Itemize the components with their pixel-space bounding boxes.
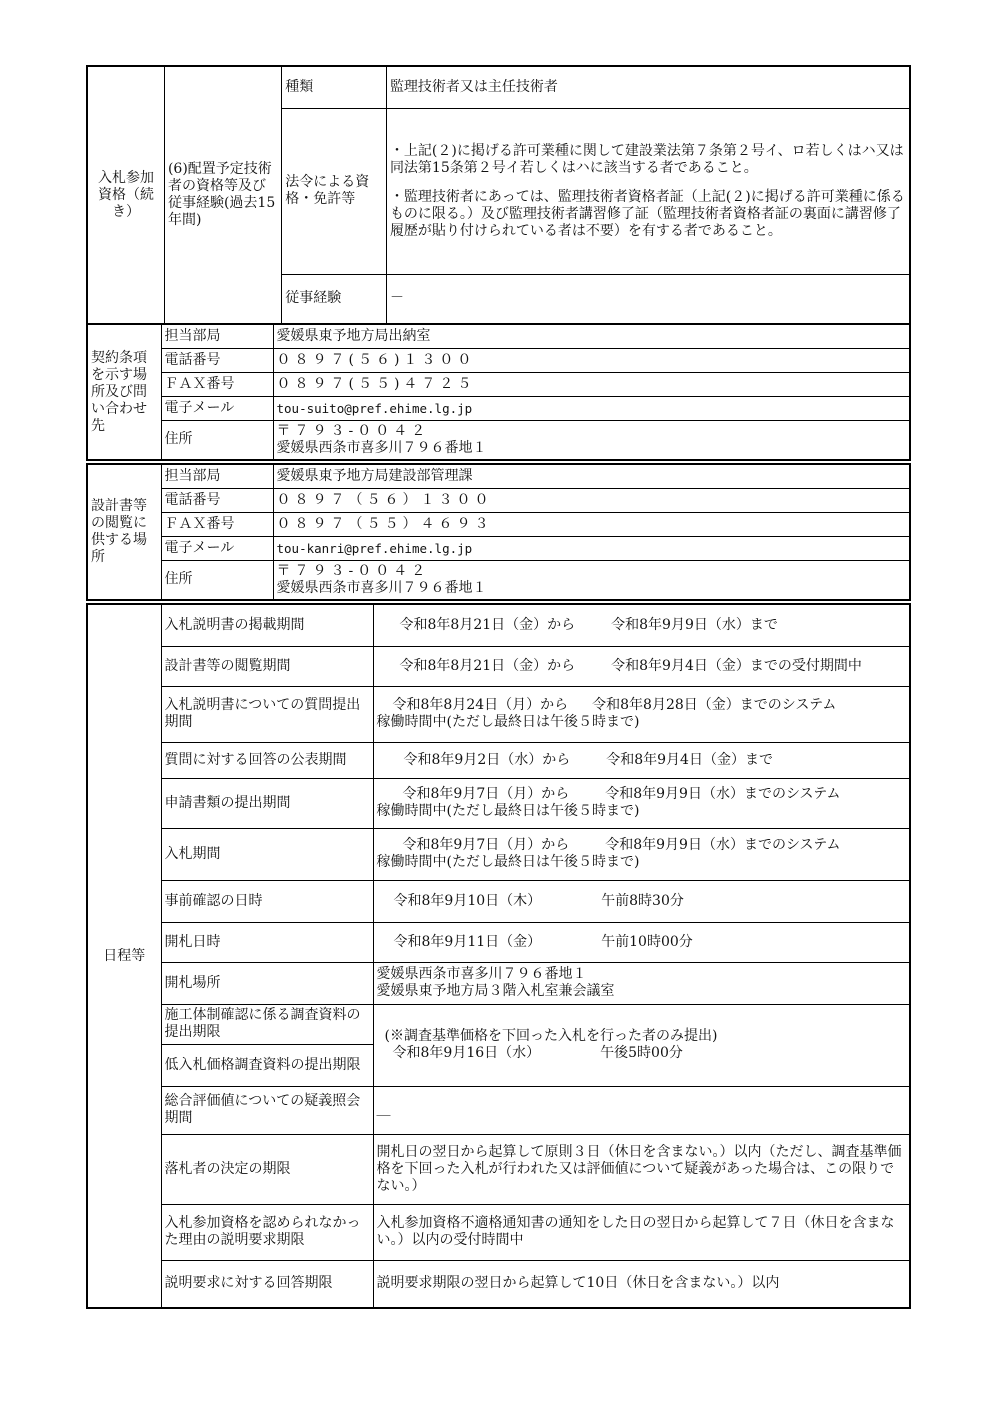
viewing-to: 令和8年9月4日（金）までの受付期間中 [611, 657, 862, 674]
schedule-value-precheck [373, 880, 910, 922]
schedule-value-viewing [373, 646, 910, 686]
contract-label-fax: ＦＡＸ番号 [161, 372, 273, 396]
schedule-value-opening [373, 922, 910, 962]
contract-table [86, 323, 911, 461]
question-note: 稼働時間中(ただし最終日は午後５時まで) [376, 714, 640, 730]
row-label-experience: 従事経験 [282, 274, 387, 324]
question-to: 令和8年8月28日（金）までのシステム [592, 697, 837, 713]
schedule-value-posting [373, 604, 910, 646]
contract-value-address [273, 420, 910, 460]
application-note: 稼働時間中(ただし最終日は午後５時まで) [376, 803, 640, 819]
schedule-label-survey: 施工体制確認に係る調査資料の提出期限 [161, 1004, 373, 1044]
schedule-label-bidding: 入札期間 [161, 828, 373, 880]
contract-value-phone: ０８９７(５６)１３００ [273, 348, 910, 372]
application-to: 令和8年9月9日（水）までのシステム [605, 786, 841, 802]
design-label-phone: 電話番号 [161, 488, 273, 512]
design-table [86, 463, 911, 601]
design-postal: 〒７９３-００４２ [276, 562, 430, 579]
schedule-label-answer: 質問に対する回答の公表期間 [161, 742, 373, 778]
row-value-type: 監理技術者又は主任技術者 [386, 66, 910, 108]
schedule-label-place: 開札場所 [161, 962, 373, 1004]
schedule-label-lowbid: 低入札価格調査資料の提出期限 [161, 1044, 373, 1086]
row-value-license [386, 108, 910, 274]
place-line-2: 愛媛県東予地方局３階入札室兼会議室 [376, 983, 615, 999]
bidding-note: 稼働時間中(ただし最終日は午後５時まで) [376, 854, 640, 870]
design-value-dept: 愛媛県東予地方局建設部管理課 [273, 464, 910, 488]
contract-label-phone: 電話番号 [161, 348, 273, 372]
schedule-label-precheck: 事前確認の日時 [161, 880, 373, 922]
posting-from: 令和8年8月21日（金）から [399, 616, 576, 633]
qualification-table [86, 65, 911, 325]
qualification-sub-label: (6)配置予定技術者の資格等及び従事経験(過去15年間) [164, 66, 281, 324]
row-label-type: 種類 [282, 66, 387, 108]
design-value-address [273, 560, 910, 600]
schedule-value-place [373, 962, 910, 1004]
schedule-value-answer [373, 742, 910, 778]
contract-value-dept: 愛媛県東予地方局出納室 [273, 324, 910, 348]
schedule-table [86, 603, 911, 1309]
survey-time: 午後5時00分 [600, 1045, 683, 1061]
schedule-value-application [373, 778, 910, 828]
design-value-phone: ０８９７（５６）１３００ [273, 488, 910, 512]
schedule-value-award: 開札日の翌日から起算して原則３日（休日を含まない。）以内（ただし、調査基準価格を下回った入札が行われた又は評価値について疑義があった場合は、この限りでない。） [373, 1134, 910, 1204]
contract-postal: 〒７９３-００４２ [276, 422, 430, 439]
schedule-value-bidding [373, 828, 910, 880]
schedule-value-question [373, 686, 910, 742]
schedule-label-viewing: 設計書等の閲覧期間 [161, 646, 373, 686]
answer-to: 令和8年9月4日（金）まで [606, 751, 773, 768]
bidding-to: 令和8年9月9日（水）までのシステム [605, 837, 841, 853]
schedule-label-opening: 開札日時 [161, 922, 373, 962]
schedule-label-reply: 説明要求に対する回答期限 [161, 1260, 373, 1308]
bidding-from: 令和8年9月7日（月）から [402, 837, 570, 853]
schedule-section-label: 日程等 [87, 604, 161, 1308]
design-label-dept: 担当部局 [161, 464, 273, 488]
schedule-value-explanation: 入札参加資格不適格通知書の通知をした日の翌日から起算して７日（休日を含まない。）以内の受付時間中 [373, 1204, 910, 1260]
design-email-link[interactable]: tou-kanri@pref.ehime.lg.jp [273, 536, 910, 560]
precheck-date: 令和8年9月10日（木） [393, 892, 542, 909]
survey-note: (※調査基準価格を下回った入札を行った者のみ提出) [384, 1028, 718, 1044]
schedule-label-application: 申請書類の提出期間 [161, 778, 373, 828]
schedule-value-inquiry: ＿ [373, 1086, 910, 1134]
survey-date: 令和8年9月16日（水） [392, 1045, 541, 1061]
license-line-2: ・監理技術者にあっては、監理技術者資格者証（上記(２)に掲げる許可業種に係るものに限る。）及び監理技術者講習修了証（監理技術者資格者証の裏面に講習修了履歴が貼り付けられている者は不要）を有する者であること。 [389, 188, 905, 239]
contract-label-dept: 担当部局 [161, 324, 273, 348]
viewing-from: 令和8年8月21日（金）から [399, 657, 576, 674]
question-from: 令和8年8月24日（月）から [392, 697, 569, 713]
posting-to: 令和8年9月9日（水）まで [611, 616, 778, 633]
design-label-fax: ＦＡＸ番号 [161, 512, 273, 536]
answer-from: 令和8年9月2日（水）から [403, 751, 571, 768]
qualification-section-label: 入札参加資格（続き） [87, 66, 164, 324]
design-label-email: 電子メール [161, 536, 273, 560]
schedule-value-survey [373, 1004, 910, 1086]
contract-email-link[interactable]: tou-suito@pref.ehime.lg.jp [273, 396, 910, 420]
schedule-label-question: 入札説明書についての質問提出期間 [161, 686, 373, 742]
contract-value-fax: ０８９７(５５)４７２５ [273, 372, 910, 396]
schedule-label-posting: 入札説明書の掲載期間 [161, 604, 373, 646]
row-value-experience: － [386, 274, 910, 324]
precheck-time: 午前8時30分 [601, 892, 684, 909]
contract-address: 愛媛県西条市喜多川７９６番地１ [276, 439, 487, 456]
row-label-license: 法令による資格・免許等 [282, 108, 387, 274]
design-section-label: 設計書等の閲覧に供する場所 [87, 464, 161, 600]
opening-date: 令和8年9月11日（金） [393, 933, 542, 950]
schedule-label-inquiry: 総合評価値についての疑義照会期間 [161, 1086, 373, 1134]
contract-label-address: 住所 [161, 420, 273, 460]
contract-section-label: 契約条項を示す場所及び問い合わせ先 [87, 324, 161, 460]
application-from: 令和8年9月7日（月）から [402, 786, 570, 802]
schedule-label-award: 落札者の決定の期限 [161, 1134, 373, 1204]
schedule-value-reply: 説明要求期限の翌日から起算して10日（休日を含まない。）以内 [373, 1260, 910, 1308]
contract-label-email: 電子メール [161, 396, 273, 420]
license-line-1: ・上記(２)に掲げる許可業種に関して建設業法第７条第２号イ、ロ若しくはハ又は同法第15条第２号イ若しくはハに該当する者であること。 [389, 142, 904, 176]
design-address: 愛媛県西条市喜多川７９６番地１ [276, 579, 487, 596]
design-label-address: 住所 [161, 560, 273, 600]
place-line-1: 愛媛県西条市喜多川７９６番地１ [376, 966, 587, 982]
opening-time: 午前10時00分 [601, 933, 693, 950]
design-value-fax: ０８９７（５５）４６９３ [273, 512, 910, 536]
schedule-label-explanation: 入札参加資格を認められなかった理由の説明要求期限 [161, 1204, 373, 1260]
